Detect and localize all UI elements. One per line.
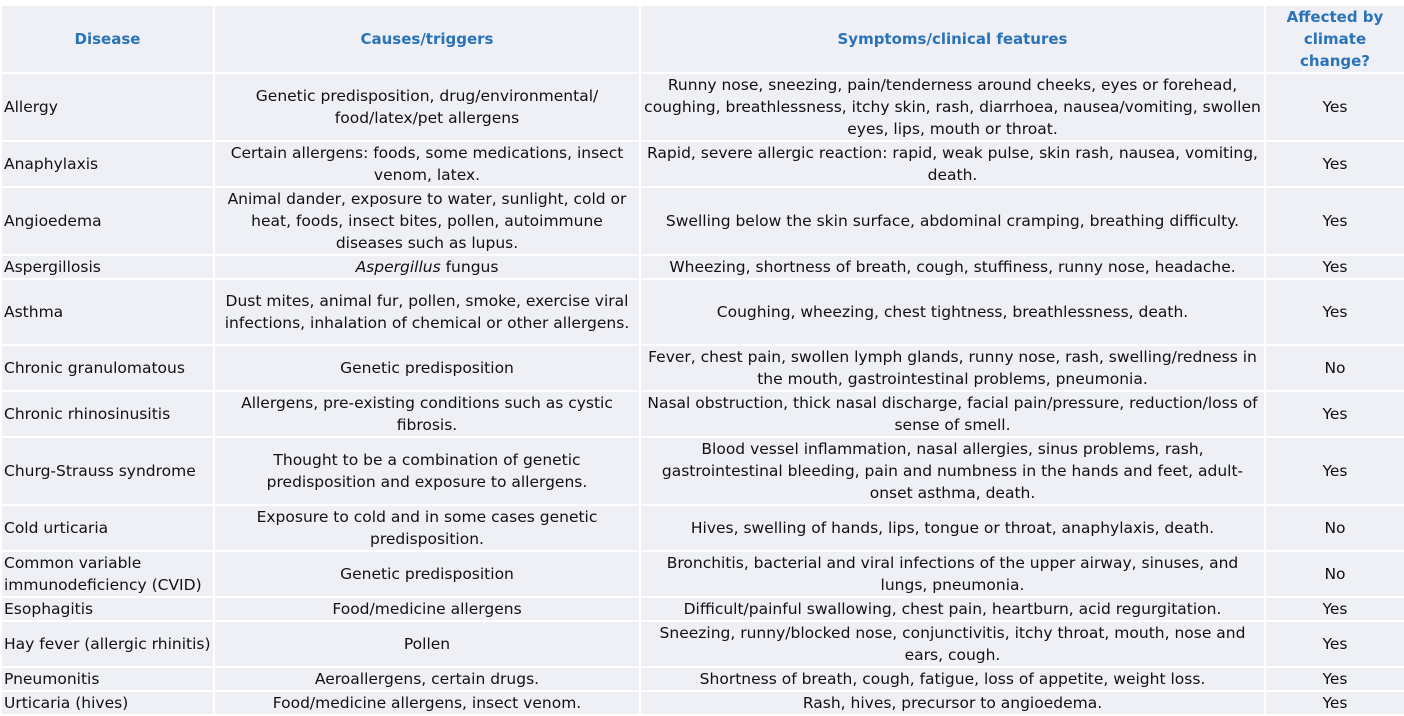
table-row [1, 621, 1404, 667]
causes-cell: Thought to be a combination of genetic predisposition and exposure to allergens. [214, 437, 640, 505]
symptoms-cell: Nasal obstruction, thick nasal discharge, facial pain/pressure, reduction/loss of sense of smell. [640, 391, 1265, 437]
header-disease: Disease [1, 5, 214, 73]
table-row [1, 597, 1404, 621]
header-symptoms: Symptoms/clinical features [640, 5, 1265, 73]
disease-cell: Pneumonitis [1, 667, 214, 691]
affected-cell: Yes [1265, 187, 1404, 255]
affected-cell: Yes [1265, 621, 1404, 667]
disease-cell: Allergy [1, 73, 214, 141]
causes-cell: Food/medicine allergens, insect venom. [214, 691, 640, 715]
table-row [1, 391, 1404, 437]
symptoms-cell: Coughing, wheezing, chest tightness, breathlessness, death. [640, 279, 1265, 345]
header-causes: Causes/triggers [214, 5, 640, 73]
table-body [1, 73, 1404, 715]
causes-cell: Aeroallergens, certain drugs. [214, 667, 640, 691]
table-row [1, 255, 1404, 279]
table-row [1, 73, 1404, 141]
table-row [1, 345, 1404, 391]
disease-cell: Common variable immunodeficiency (CVID) [1, 551, 214, 597]
affected-cell: Yes [1265, 391, 1404, 437]
affected-cell: Yes [1265, 141, 1404, 187]
header-row [1, 5, 1404, 73]
causes-cell: Exposure to cold and in some cases genetic predisposition. [214, 505, 640, 551]
disease-table [0, 4, 1404, 716]
disease-cell: Hay fever (allergic rhinitis) [1, 621, 214, 667]
causes-cell: Certain allergens: foods, some medications, insect venom, latex. [214, 141, 640, 187]
causes-cell: Genetic predisposition, drug/environmental/ food/latex/pet allergens [214, 73, 640, 141]
symptoms-cell: Runny nose, sneezing, pain/tenderness around cheeks, eyes or forehead, coughing, breathlessness, itchy skin, rash, diarrhoea, nausea/vomiting, swollen eyes, lips, mouth or throat. [640, 73, 1265, 141]
disease-cell: Anaphylaxis [1, 141, 214, 187]
causes-cell [214, 255, 640, 279]
disease-cell: Cold urticaria [1, 505, 214, 551]
disease-cell: Urticaria (hives) [1, 691, 214, 715]
affected-cell: Yes [1265, 279, 1404, 345]
affected-cell: Yes [1265, 73, 1404, 141]
symptoms-cell: Bronchitis, bacterial and viral infections of the upper airway, sinuses, and lungs, pneumonia. [640, 551, 1265, 597]
table-row [1, 551, 1404, 597]
affected-cell: No [1265, 505, 1404, 551]
disease-cell: Churg-Strauss syndrome [1, 437, 214, 505]
table-row [1, 141, 1404, 187]
symptoms-cell: Shortness of breath, cough, fatigue, loss of appetite, weight loss. [640, 667, 1265, 691]
table-row [1, 187, 1404, 255]
disease-cell: Chronic granulomatous [1, 345, 214, 391]
causes-cell: Animal dander, exposure to water, sunlight, cold or heat, foods, insect bites, pollen, autoimmune diseases such as lupus. [214, 187, 640, 255]
table-row [1, 691, 1404, 715]
affected-cell: Yes [1265, 691, 1404, 715]
symptoms-cell: Wheezing, shortness of breath, cough, stuffiness, runny nose, headache. [640, 255, 1265, 279]
causes-cell: Dust mites, animal fur, pollen, smoke, exercise viral infections, inhalation of chemical or other allergens. [214, 279, 640, 345]
table-row [1, 505, 1404, 551]
symptoms-cell: Difficult/painful swallowing, chest pain, heartburn, acid regurgitation. [640, 597, 1265, 621]
affected-cell: Yes [1265, 255, 1404, 279]
causes-italic-text: Aspergillus [355, 258, 441, 276]
disease-cell: Esophagitis [1, 597, 214, 621]
disease-cell: Asthma [1, 279, 214, 345]
causes-cell: Genetic predisposition [214, 345, 640, 391]
header-affected: Affected by climate change? [1265, 5, 1404, 73]
symptoms-cell: Swelling below the skin surface, abdominal cramping, breathing difficulty. [640, 187, 1265, 255]
disease-cell: Chronic rhinosinusitis [1, 391, 214, 437]
symptoms-cell: Rapid, severe allergic reaction: rapid, weak pulse, skin rash, nausea, vomiting, death. [640, 141, 1265, 187]
causes-cell: Genetic predisposition [214, 551, 640, 597]
disease-cell: Aspergillosis [1, 255, 214, 279]
symptoms-cell: Sneezing, runny/blocked nose, conjunctivitis, itchy throat, mouth, nose and ears, cough. [640, 621, 1265, 667]
causes-text: fungus [440, 258, 499, 276]
causes-cell: Food/medicine allergens [214, 597, 640, 621]
affected-cell: No [1265, 345, 1404, 391]
table-row [1, 667, 1404, 691]
affected-cell: Yes [1265, 597, 1404, 621]
affected-cell: No [1265, 551, 1404, 597]
symptoms-cell: Rash, hives, precursor to angioedema. [640, 691, 1265, 715]
causes-cell: Pollen [214, 621, 640, 667]
symptoms-cell: Hives, swelling of hands, lips, tongue or throat, anaphylaxis, death. [640, 505, 1265, 551]
affected-cell: Yes [1265, 667, 1404, 691]
causes-cell: Allergens, pre-existing conditions such as cystic fibrosis. [214, 391, 640, 437]
affected-cell: Yes [1265, 437, 1404, 505]
symptoms-cell: Fever, chest pain, swollen lymph glands, runny nose, rash, swelling/redness in the mouth, gastrointestinal problems, pneumonia. [640, 345, 1265, 391]
table-row [1, 437, 1404, 505]
table-row [1, 279, 1404, 345]
symptoms-cell: Blood vessel inflammation, nasal allergies, sinus problems, rash, gastrointestinal bleeding, pain and numbness in the hands and feet, adult-onset asthma, death. [640, 437, 1265, 505]
disease-cell: Angioedema [1, 187, 214, 255]
